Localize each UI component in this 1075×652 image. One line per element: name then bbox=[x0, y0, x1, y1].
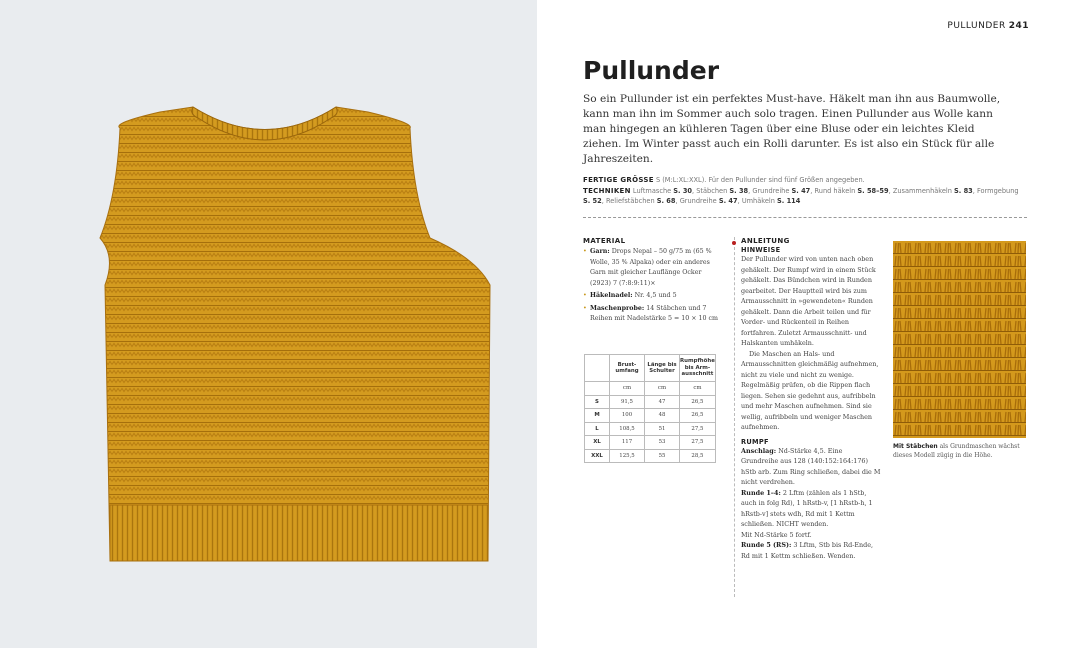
table-header-row bbox=[585, 355, 716, 382]
notes-paragraph: Die Maschen an Hals- und Armausschnitten gleichmäßig aufnehmen, nicht zu viele und nicht zu wenige. Regelmäßig prüfen, ob die Rippen flach liegen. Sehen sie gedehnt aus, aufribbeln und mehr Maschen aufnehmen. Sind sie wellig, aufribbeln und weniger Maschen aufnehmen. bbox=[741, 349, 879, 431]
material-hook: • Häkelnadel: Nr. 4,5 und 5 bbox=[583, 291, 723, 302]
material-section bbox=[583, 237, 723, 325]
table-cell: 47 bbox=[645, 395, 680, 409]
table-row bbox=[585, 409, 716, 423]
table-units-row bbox=[585, 382, 716, 396]
swatch-caption: Mit Stäbchen als Grundmaschen wächst dieses Modell zügig in die Höhe. bbox=[893, 443, 1020, 459]
table-cell: 27,5 bbox=[680, 422, 716, 436]
vest-illustration bbox=[0, 0, 537, 648]
table-cell: 51 bbox=[645, 422, 680, 436]
column-divider bbox=[734, 237, 735, 597]
table-cell: 28,5 bbox=[680, 449, 716, 463]
instructions-heading: ANLEITUNG bbox=[741, 237, 790, 245]
table-cell: L bbox=[585, 422, 610, 436]
table-cell: 100 bbox=[610, 409, 645, 423]
table-cell bbox=[585, 382, 610, 396]
page-number: 241 bbox=[1008, 21, 1029, 31]
running-header bbox=[947, 21, 1029, 31]
page-title: Pullunder bbox=[583, 56, 720, 85]
table-cell: 27,5 bbox=[680, 436, 716, 450]
technique-item: Grundreihe S. 47, bbox=[752, 186, 813, 195]
techniques bbox=[583, 186, 1023, 207]
table-cell: 26,5 bbox=[680, 395, 716, 409]
table-header: Länge bis Schulter bbox=[645, 355, 680, 382]
table-header bbox=[585, 355, 610, 382]
table-cell: cm bbox=[645, 382, 680, 396]
table-header: Brust-umfang bbox=[610, 355, 645, 382]
table-cell: 55 bbox=[645, 449, 680, 463]
technique-item: Rund häkeln S. 58–59, bbox=[814, 186, 891, 195]
vest-photo bbox=[0, 0, 537, 648]
section-marker bbox=[732, 241, 736, 245]
technique-item: Zusammenhäkeln S. 83, bbox=[892, 186, 975, 195]
technique-item: Reliefstäbchen S. 68, bbox=[605, 197, 678, 206]
table-header: Rumpfhöhe bis Arm-ausschnitt bbox=[680, 355, 716, 382]
technique-item: Stäbchen S. 38, bbox=[696, 186, 751, 195]
material-yarn: • Garn: Drops Nepal – 50 g/75 m (65 % Wolle, 35 % Alpaka) oder ein anderes Garn mit gleicher Lauflänge Ocker (2923) 7 (7:8:9:11)× bbox=[583, 247, 723, 289]
intro-text: So ein Pullunder ist ein perfektes Must-have. Häkelt man ihn aus Baumwolle, kann man ihn im Sommer auch solo tragen. Einen Pullunder aus Wolle kann man hingegen an kühleren Tagen über eine Bluse oder ein leichtes Kleid ziehen. Im Winter passt auch ein Rolli darunter. Es ist also ein Stück für alle Jahreszeiten. bbox=[583, 93, 1001, 165]
finished-size-text: S (M:L:XL:XXL). Für den Pullunder sind fünf Größen angegeben. bbox=[655, 176, 865, 184]
table-cell: 53 bbox=[645, 436, 680, 450]
table-cell: XXL bbox=[585, 449, 610, 463]
technique-item: Grundreihe S. 47, bbox=[679, 197, 740, 206]
table-cell: cm bbox=[610, 382, 645, 396]
table-row bbox=[585, 449, 716, 463]
notes-paragraph: Der Pullunder wird von unten nach oben gehäkelt. Der Rumpf wird in einem Stück gehäkelt. Das Bündchen wird in Runden gearbeitet. Der Hauptteil wird bis zum Armausschnitt in »gewendeten« Runden gehäkelt. Dann die Arbeit teilen und für Vorder- und Rückenteil in Reihen fortfahren. Zuletzt Armausschnitt- und Halskanten umhäkeln. bbox=[741, 255, 876, 347]
technique-item: Luftmasche S. 30, bbox=[632, 186, 695, 195]
table-cell: 125,5 bbox=[610, 449, 645, 463]
material-heading: MATERIAL bbox=[583, 237, 626, 245]
table-row bbox=[585, 422, 716, 436]
finished-size bbox=[583, 175, 1023, 186]
instruction-step: Anschlag: Nd-Stärke 4,5. Eine Grundreihe aus 128 (140:152:164:176) hStb arb. Zum Ring schließen, dabei die M nicht verdrehen. bbox=[741, 446, 881, 486]
instruction-step: Mit Nd-Stärke 5 fortf. bbox=[741, 530, 812, 539]
table-cell: S bbox=[585, 395, 610, 409]
technique-item: Formgebung S. 52, bbox=[583, 186, 1019, 206]
techniques-label: TECHNIKEN bbox=[583, 186, 631, 195]
technique-item: Umhäkeln S. 114 bbox=[741, 197, 801, 206]
stitch-swatch-photo bbox=[893, 241, 1026, 438]
table-cell: 108,5 bbox=[610, 422, 645, 436]
table-cell: M bbox=[585, 409, 610, 423]
instruction-step: Runde 1–4: 2 Lftm (zählen als 1 hStb, auch in folg Rd), 1 hRstb-v, [1 hRstb-h, 1 hRstb-v] stets wdh, Rd mit 1 Kettm schließen. NICHT wenden. bbox=[741, 488, 873, 528]
content-page bbox=[537, 0, 1075, 648]
instructions-section bbox=[741, 237, 881, 561]
instruction-step: Runde 5 (RS): 3 Lftm, Stb bis Rd-Ende, Rd mit 1 Kettm schließen. Wenden. bbox=[741, 541, 874, 560]
pattern-meta bbox=[583, 175, 1023, 207]
material-gauge: • Maschenprobe: 14 Stäbchen und 7 Reihen mit Nadelstärke 5 = 10 × 10 cm bbox=[583, 304, 723, 325]
table-cell: 117 bbox=[610, 436, 645, 450]
table-cell: XL bbox=[585, 436, 610, 450]
section-divider bbox=[583, 217, 1027, 218]
table-cell: cm bbox=[680, 382, 716, 396]
table-cell: 48 bbox=[645, 409, 680, 423]
body-heading: RUMPF bbox=[741, 437, 769, 446]
table-cell: 26,5 bbox=[680, 409, 716, 423]
finished-size-label: FERTIGE GRÖSSE bbox=[583, 176, 654, 184]
size-table bbox=[584, 354, 716, 463]
section-name: PULLUNDER bbox=[947, 21, 1006, 31]
notes-heading: HINWEISE bbox=[741, 246, 781, 254]
table-row bbox=[585, 395, 716, 409]
table-row bbox=[585, 436, 716, 450]
table-cell: 91,5 bbox=[610, 395, 645, 409]
